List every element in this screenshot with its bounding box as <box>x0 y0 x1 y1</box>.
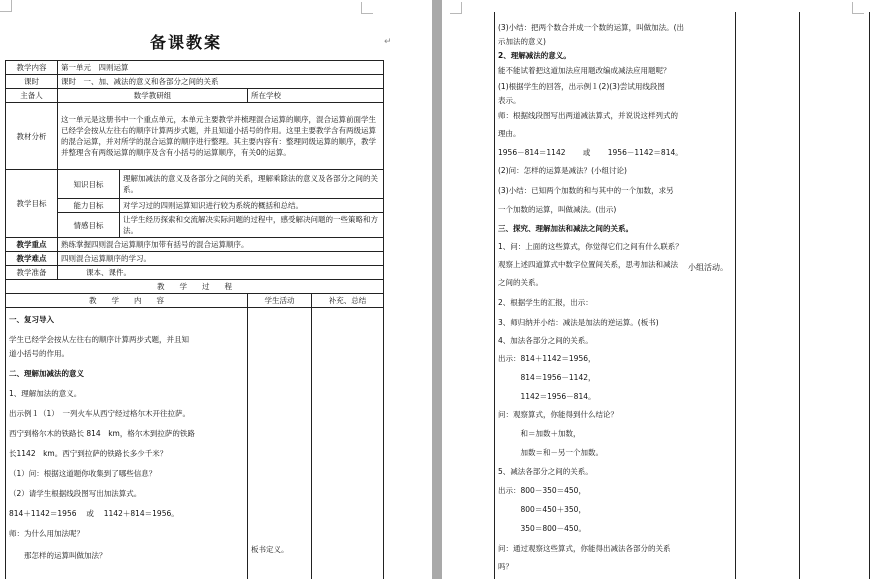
content-line: (1)根据学生的回答，出示例１(2)(3)尝试用线段图 <box>498 82 665 91</box>
column-divider <box>799 12 800 579</box>
crop-mark <box>361 2 373 14</box>
content-line: （2）请学生根据线段图写出加法算式。 <box>9 489 142 498</box>
content-line: (3)小结：已知两个加数的和与其中的一个加数，求另 <box>498 186 674 195</box>
content-line: 1、理解加法的意义。 <box>9 389 82 398</box>
content-line: (2)问：怎样的运算是减法？(小组讨论) <box>498 166 627 175</box>
col-header-activity: 学生活动 <box>248 294 312 308</box>
section-heading: 一、复习导入 <box>9 315 54 324</box>
page-gutter <box>432 0 442 579</box>
content-line: 5、减法各部分之间的关系。 <box>498 467 593 476</box>
content-line: 问：通过观察这些算式，你能得出减法各部分的关系 <box>498 544 671 553</box>
key-point-text: 熟练掌握四则混合运算顺序加带有括号的混合运算顺序。 <box>58 238 384 252</box>
teaching-content-cell <box>6 308 248 579</box>
content-line: 出示：800－350＝450， <box>498 486 586 495</box>
goal-label-knowledge: 知识目标 <box>58 170 120 199</box>
content-line: 师：为什么用加法呢？ <box>9 529 84 538</box>
goals-label: 教学目标 <box>6 170 58 238</box>
activity-note: 板书定义。 <box>251 545 289 554</box>
content-line: 1956－814＝1142 或 1956－1142＝814。 <box>498 148 683 157</box>
document-page-right <box>442 0 875 579</box>
section-heading: 二、理解加减法的意义 <box>9 369 84 378</box>
document-page-left <box>0 0 432 579</box>
content-line: 加数＝和－另一个加数。 <box>498 448 603 457</box>
key-point-label: 教学重点 <box>6 238 58 252</box>
content-line: 观察上述四道算式中数字位置间关系，思考加法和减法 <box>498 260 678 269</box>
difficult-point-label: 教学难点 <box>6 252 58 266</box>
lesson-plan-table <box>5 60 384 579</box>
difficult-point-text: 四则混合运算顺序的学习。 <box>58 252 384 266</box>
paragraph-mark-icon: ↵ <box>384 37 392 47</box>
column-divider <box>735 12 736 579</box>
goal-text-ability: 对学习过的四则运算知识进行较为系统的概括和总结。 <box>120 199 384 213</box>
content-line: 814＝1956－1142， <box>498 373 596 382</box>
prep-label: 教学准备 <box>6 266 58 280</box>
content-line: 问：观察算式，你能得到什么结论？ <box>498 410 618 419</box>
crop-mark <box>450 2 462 14</box>
content-line: 和＝加数＋加数， <box>498 429 581 438</box>
content-line: 理由。 <box>498 129 521 138</box>
lesson-value: 课时 一、加、减法的意义和各部分之间的关系 <box>58 75 384 89</box>
analysis-label: 教材分析 <box>6 103 58 170</box>
col-header-content: 教 学 内 容 <box>6 294 248 308</box>
preparer-label: 主备人 <box>6 89 58 103</box>
goal-label-ability: 能力目标 <box>58 199 120 213</box>
crop-mark <box>0 0 12 12</box>
lesson-label: 课时 <box>6 75 58 89</box>
content-line: （1）问：根据这道题你收集到了哪些信息？ <box>9 469 157 478</box>
content-line: 西宁到格尔木的铁路长 814 km，格尔木到拉萨的铁路 <box>9 429 195 438</box>
content-line: 800＝450＋350， <box>498 505 586 514</box>
goal-text-knowledge: 理解加减法的意义及各部分之间的关系，理解乘除法的意义及各部分之间的关系。 <box>120 170 384 199</box>
content-line: 能不能试着把这道加法应用题改编成减法应用题呢？ <box>498 66 671 75</box>
content-line: 814＋1142＝1956 或 1142＋814＝1956。 <box>9 509 179 518</box>
content-line: 出示：814＋1142＝1956， <box>498 354 596 363</box>
section-heading: 2、理解减法的意义。 <box>498 51 571 60</box>
content-line: (3)小结：把两个数合并成一个数的运算，叫做加法。(出 <box>498 23 685 32</box>
activity-note: 小组活动。 <box>688 263 728 272</box>
prep-text: 课本、课件。 <box>58 266 384 280</box>
content-line: 示加法的意义) <box>498 37 546 46</box>
process-heading: 教 学 过 程 <box>6 280 384 294</box>
content-line: 3、师归纳并小结：减法是加法的逆运算。(板书) <box>498 318 659 327</box>
goal-label-emotion: 情感目标 <box>58 213 120 238</box>
content-line: 那怎样的运算叫做加法？ <box>9 551 107 560</box>
content-line: 表示。 <box>498 96 521 105</box>
school-label: 所在学校 <box>248 89 384 103</box>
content-line: 长1142 km。西宁到拉萨的铁路长多少千米？ <box>9 449 168 458</box>
content-line: 吗？ <box>498 562 513 571</box>
content-line: 师：根据线段图写出两道减法算式，并说说这样列式的 <box>498 111 678 120</box>
content-line: 4、加法各部分之间的关系。 <box>498 336 593 345</box>
content-line: 一个加数的运算，叫做减法。(出示) <box>498 205 617 214</box>
analysis-text: 这一单元是这册书中一个重点单元，本单元主要教学并梳理混合运算的顺序，混合运算前面学生已经学会按从左往右的顺序计算两步式题，并且知道小括号的作用。这里主要教学含有两级运算的混合运算，并对所学的混合运算的顺序进行整理。其主要内容有：整理同级运算的顺序，教学并整理含有两级运算的顺序及含有小括号的运算顺序，有关0的运算。 <box>58 103 384 170</box>
content-line: 之间的关系。 <box>498 278 543 287</box>
content-line: 1、问：上面的这些算式，你觉得它们之间有什么联系？ <box>498 242 683 251</box>
section-heading: 三、探究、理解加法和减法之间的关系。 <box>498 224 633 233</box>
group-label: 数学教研组 <box>58 89 248 103</box>
page-title: 备课教案 <box>150 33 223 52</box>
goal-text-emotion: 让学生经历探索和交流解决实际问题的过程中，感受解决问题的一些策略和方法。 <box>120 213 384 238</box>
content-line: 2、根据学生的汇报，出示： <box>498 298 593 307</box>
content-line: 350＝800－450。 <box>498 524 586 533</box>
student-activity-cell <box>248 308 312 579</box>
subject-label: 教学内容 <box>6 61 58 75</box>
content-line: 学生已经学会按从左往右的顺序计算两步式题，并且知 <box>9 335 189 344</box>
subject-value: 第一单元 四则运算 <box>58 61 384 75</box>
content-line: 道小括号的作用。 <box>9 349 69 358</box>
content-line: 1142＝1956－814。 <box>498 392 596 401</box>
notes-cell <box>312 308 384 579</box>
col-header-notes: 补充、总结 <box>312 294 384 308</box>
content-line: 出示例１（1） 一列火车从西宁经过格尔木开往拉萨。 <box>9 409 191 418</box>
